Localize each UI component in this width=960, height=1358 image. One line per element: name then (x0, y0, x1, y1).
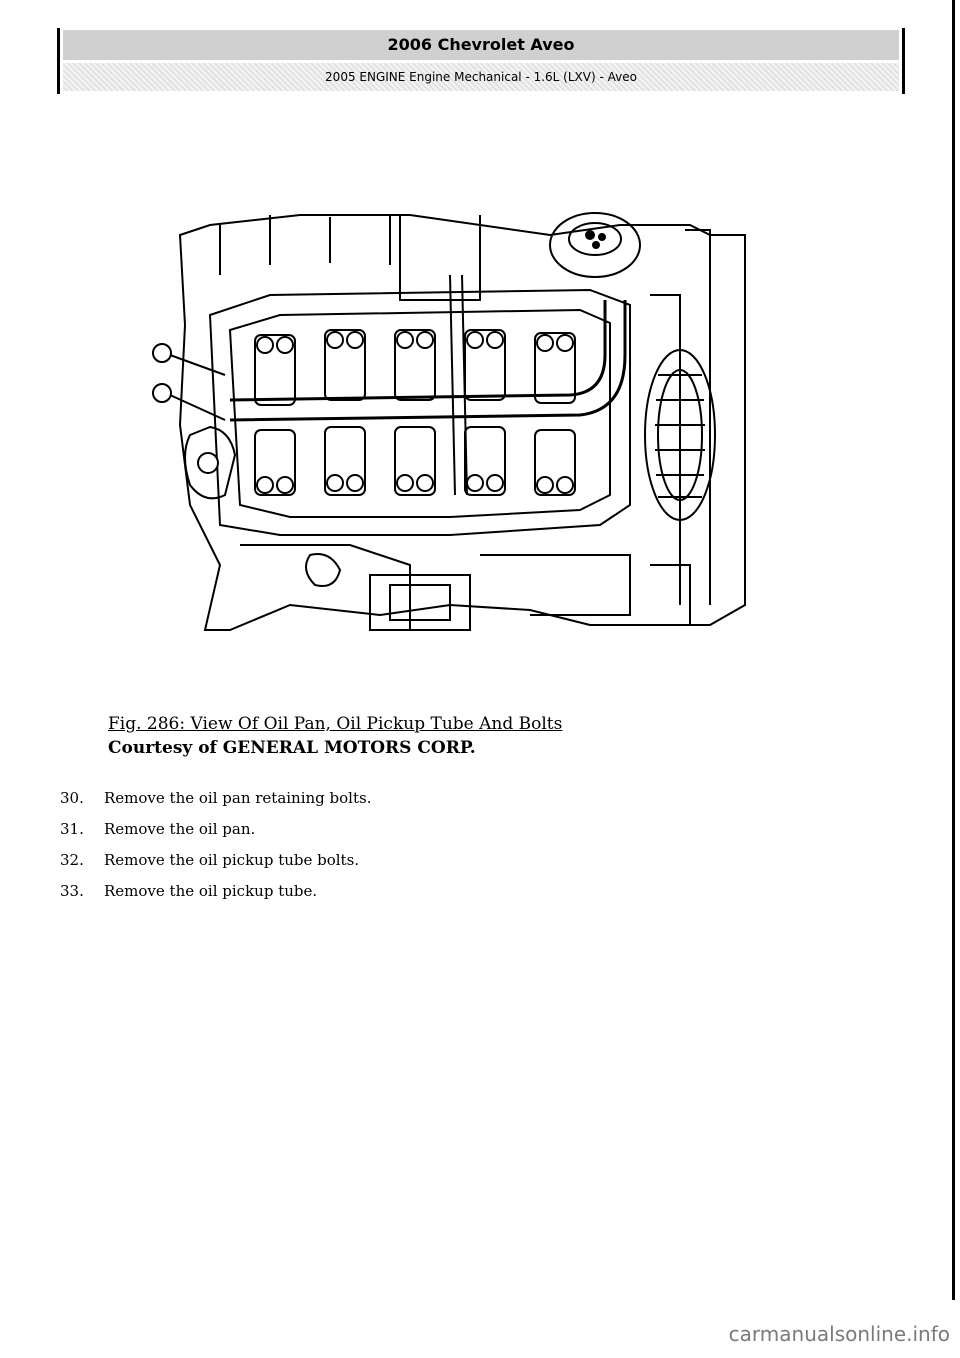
step-number: 30. (60, 789, 84, 807)
footer-watermark: carmanualsonline.info (728, 1322, 950, 1346)
list-item (60, 879, 371, 910)
page-header (57, 28, 905, 94)
header-title: 2006 Chevrolet Aveo (63, 30, 899, 60)
header-left-rule (57, 28, 60, 94)
procedure-steps (60, 786, 371, 910)
right-margin-rule (952, 0, 955, 1300)
list-item (60, 786, 371, 817)
figure-caption: Fig. 286: View Of Oil Pan, Oil Pickup Tube And Bolts (108, 714, 563, 734)
figure-credit: Courtesy of GENERAL MOTORS CORP. (108, 738, 476, 758)
step-text: Remove the oil pickup tube. (104, 882, 318, 900)
step-number: 31. (60, 820, 84, 838)
list-item (60, 817, 371, 848)
step-number: 33. (60, 882, 84, 900)
header-right-rule (902, 28, 905, 94)
step-text: Remove the oil pickup tube bolts. (104, 851, 360, 869)
list-item (60, 848, 371, 879)
step-text: Remove the oil pan. (104, 820, 256, 838)
engine-oil-pan-illustration (150, 205, 750, 635)
header-subtitle: 2005 ENGINE Engine Mechanical - 1.6L (LXV) - Aveo (63, 63, 899, 91)
figure-caption-block (108, 712, 562, 760)
step-number: 32. (60, 851, 84, 869)
step-text: Remove the oil pan retaining bolts. (104, 789, 372, 807)
